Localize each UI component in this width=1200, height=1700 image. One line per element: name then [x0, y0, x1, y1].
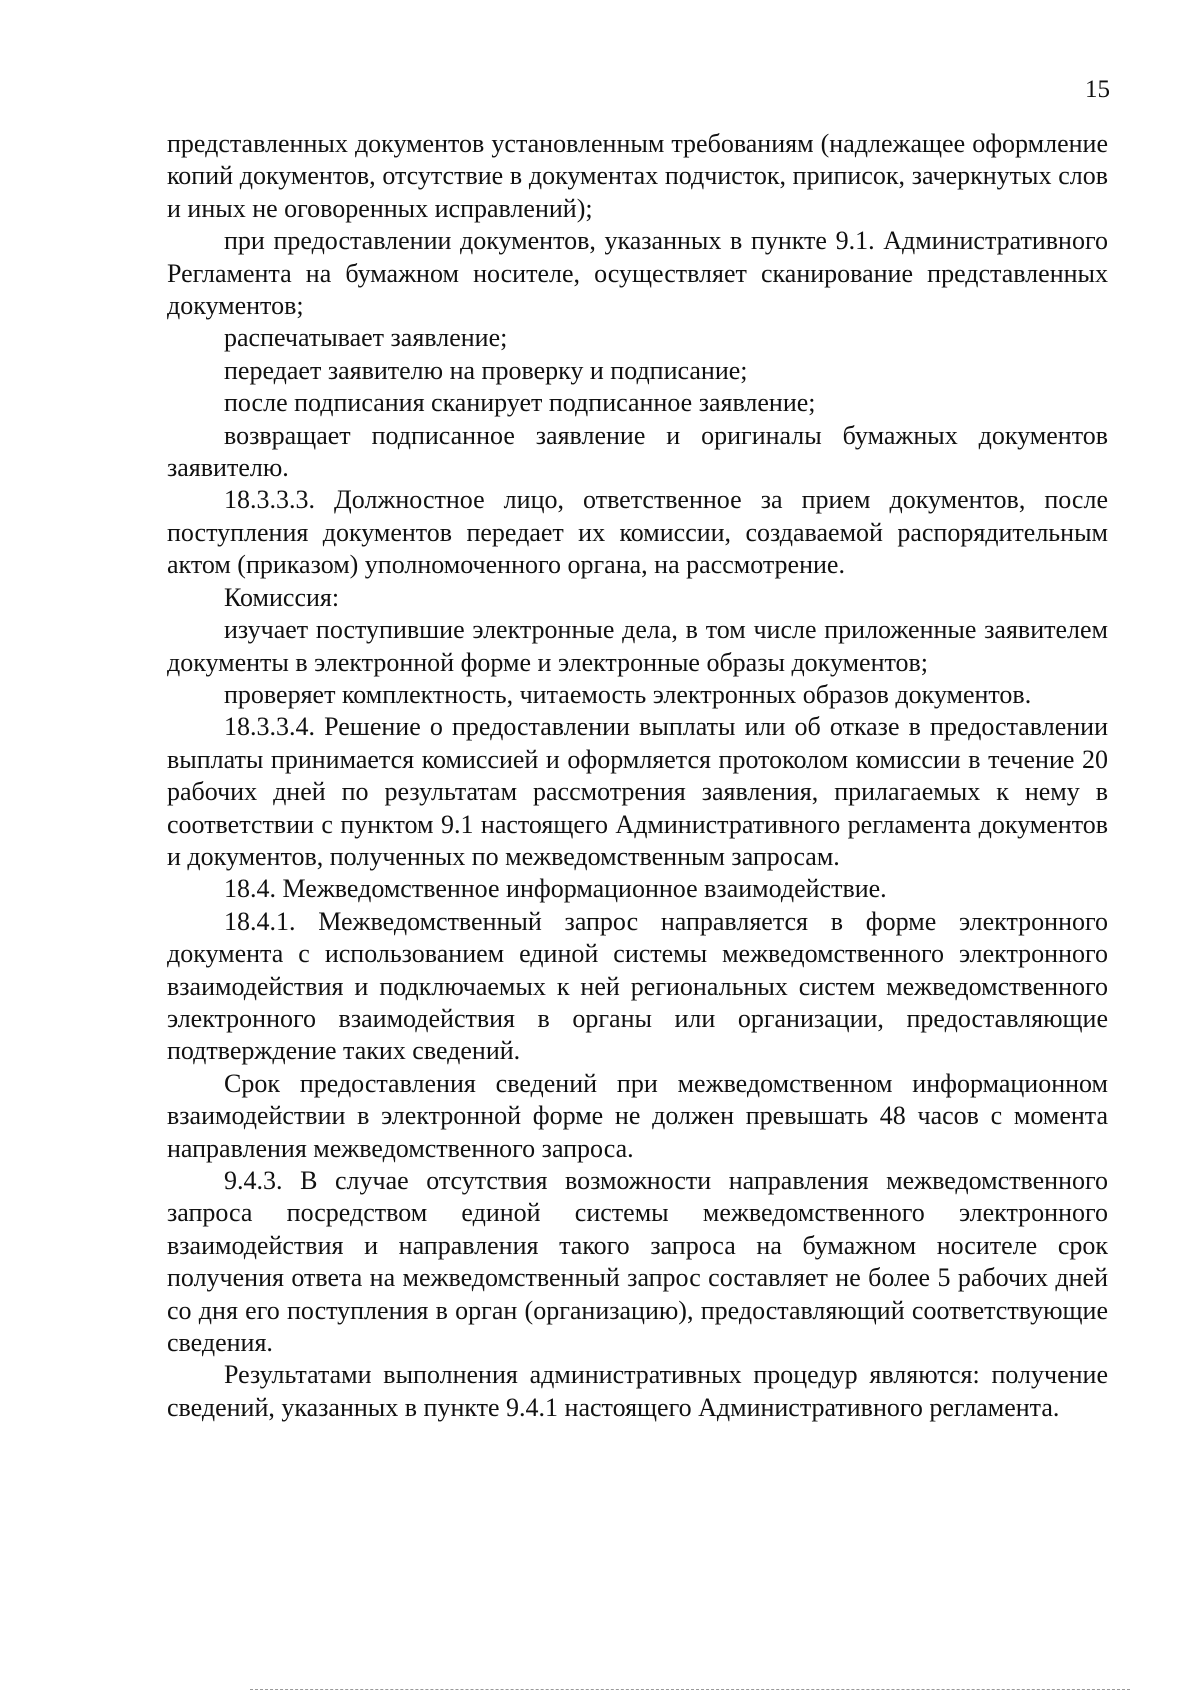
paragraph-response-deadline: Срок предоставления сведений при межведомственном информационном взаимодействии в электронной форме не должен превышать 48 часов с момента направления межведомственного запроса.: [167, 1068, 1108, 1163]
paragraph-9-4-3: 9.4.3. В случае отсутствия возможности направления межведомственного запроса посредством единой системы межведомственного электронного взаимодействия и направления такого запроса на бумажном носителе срок получения ответа на межведомственный запрос составляет не более 5 рабочих дней со дня его поступления в орган (организацию), предоставляющий соответствующие сведения.: [167, 1166, 1108, 1358]
scan-edge-line: [250, 1689, 1130, 1690]
paragraph-return-originals: возвращает подписанное заявление и оригиналы бумажных документов заявителю.: [167, 420, 1108, 483]
paragraph-scan-signed: после подписания сканирует подписанное заявление;: [224, 388, 816, 418]
paragraph-18-4: 18.4. Межведомственное информационное взаимодействие.: [224, 874, 887, 904]
paragraph-commission-heading: Комиссия:: [224, 582, 340, 612]
paragraph-continuation: представленных документов установленным требованиям (надлежащее оформление копий документов, отсутствие в документах подчисток, приписок, зачеркнутых слов и иных не оговоренных исправлений);: [167, 129, 1108, 223]
paragraph-results: Результатами выполнения административных процедур являются: получение сведений, указанных в пункте 9.4.1 настоящего Административного регламента.: [167, 1360, 1108, 1422]
paragraph-18-4-1: 18.4.1. Межведомственный запрос направляется в форме электронного документа с использованием единой системы межведомственного электронного взаимодействия и подключаемых к ней региональных систем межведомственного электронного взаимодействия в органы или организации, предоставляющие подтверждение таких сведений.: [167, 906, 1108, 1066]
paragraph-commission-checks: проверяет комплектность, читаемость электронных образов документов.: [224, 679, 1032, 709]
paragraph-18-3-3-4: 18.3.3.4. Решение о предоставлении выплаты или об отказе в предоставлении выплаты принимается комиссией и оформляется протоколом комиссии в течение 20 рабочих дней по результатам рассмотрения заявления, прилагаемых к нему в соответствии с пунктом 9.1 настоящего Административного регламента документов и документов, полученных по межведомственным запросам.: [167, 712, 1108, 871]
paragraph-hand-over: передает заявителю на проверку и подписание;: [224, 355, 748, 385]
document-body: [167, 128, 1108, 1424]
page-number: 15: [1085, 76, 1110, 103]
paragraph-18-3-3-3: 18.3.3.3. Должностное лицо, ответственное за прием документов, после поступления документов передает их комиссии, создаваемой распорядительным актом (приказом) уполномоченного органа, на рассмотрение.: [167, 485, 1108, 580]
paragraph-print-application: распечатывает заявление;: [224, 323, 508, 353]
paragraph-commission-studies: изучает поступившие электронные дела, в том числе приложенные заявителем документы в электронной форме и электронные образы документов;: [167, 615, 1108, 677]
paragraph-scan-documents: при предоставлении документов, указанных в пункте 9.1. Административного Регламента на бумажном носителе, осуществляет сканирование представленных документов;: [167, 226, 1108, 321]
